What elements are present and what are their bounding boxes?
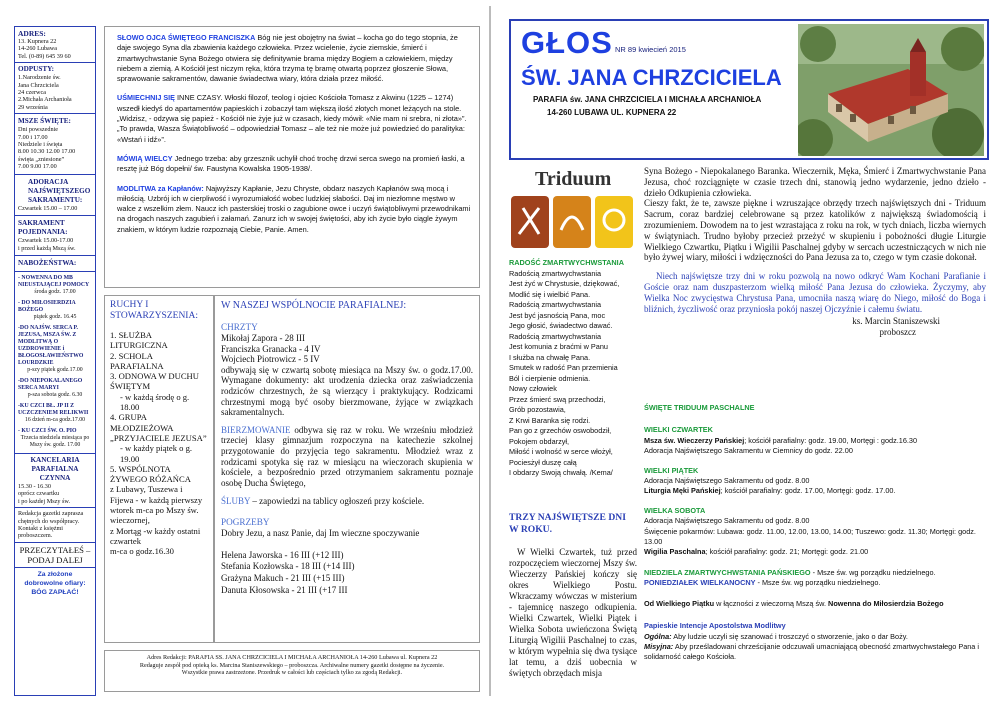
odpusty-line: 24 czerwca <box>18 89 46 97</box>
nabozenstwo-title: - DO MIŁOSIERDZIA BOŻEGO <box>18 299 76 313</box>
ruchy-item: 4. GRUPA MŁODZIEŻOWA „PRZYJACIELE JEZUSA” <box>110 412 207 443</box>
footer-line-2: Redaguje zespół pod opieką ks. Marcina Staniszewskiego – proboszcza. Archiwalne numery gazetki dostępne na życzenie. <box>139 661 445 669</box>
quote-title: MODLITWA za Kapłanów: <box>117 183 204 193</box>
triduum-day-line <box>644 486 990 496</box>
nowenna-title: Nowenna do Miłosierdzia Bożego <box>828 598 944 608</box>
nabozenstwo-time: p-szy piątek godz.17.00 <box>27 366 83 373</box>
poem <box>509 258 637 479</box>
kancelaria-lines <box>18 483 92 505</box>
quotes-box <box>104 26 480 288</box>
pogrzeby-text: Dobry Jezu, a nasz Panie, daj Im wieczne spoczywanie <box>221 527 420 538</box>
poem-line: Modlić się i wielbić Pana. <box>509 289 591 299</box>
nabozenstwo-title: - NOWENNA DO MB NIEUSTAJĄCEJ POMOCY <box>18 274 90 288</box>
fold-line <box>489 6 491 696</box>
poem-line: Nowy człowiek <box>509 384 557 393</box>
masthead-title-1: GŁOS <box>521 25 613 60</box>
sluby-title: ŚLUBY <box>221 496 251 507</box>
adres-line: 13. Kupnera 22 <box>18 38 57 45</box>
nowenna-pre: Od Wielkiego Piątku <box>644 598 715 608</box>
poem-line: Jest komunia z braćmi w Panu <box>509 342 608 351</box>
quote-title: UŚMIECHNIJ SIĘ <box>117 93 175 103</box>
poem-line: Jest żyć w Chrystusie, dziękować, <box>509 279 620 288</box>
nabozenstwo-title: - KU CZCI ŚW. O. PIO <box>18 427 77 434</box>
kancelaria-line: oprócz czwartku <box>18 490 60 498</box>
redakcja-note: Redakcja gazetki zaprasza chętnych do współpracy. Kontakt z księżmi proboszczem. <box>18 510 84 540</box>
quotes-list <box>117 33 471 235</box>
ruchy-box <box>104 295 214 643</box>
wspolnota-title: W NASZEJ WSPÓLNOCIE PARAFIALNEJ: <box>221 300 407 311</box>
kancelaria-line: 15.30 - 16.30 <box>18 482 51 490</box>
signature-1: ks. Marcin Staniszewski <box>852 316 940 327</box>
quote-paragraph <box>117 154 471 175</box>
masthead <box>509 19 989 160</box>
poem-line: Radością zmartwychwstania <box>509 268 602 278</box>
adres-line: 14-260 Lubawa <box>18 45 58 53</box>
nowenna-mid: w łączności z wieczorną Mszą św. <box>714 598 829 608</box>
nabozenstwo-title: -DO NAJŚW. SERCA P. JEZUSA, MSZA ŚW. Z MODLITWĄ O UZDROWIENIE i BŁOGOSŁAWIEŃSTWO LOURDZKIE <box>18 324 84 366</box>
church-photo <box>798 24 984 156</box>
chrzty-list <box>221 333 473 365</box>
ruchy-list <box>110 330 208 557</box>
misyjna-label: Misyjna: <box>644 641 674 651</box>
triduum-event: Liturgia Męki Pańskiej <box>644 486 721 496</box>
msze-lines <box>18 126 92 170</box>
pogrzeby-title: POGRZEBY <box>221 516 270 527</box>
ruchy-item: 2. SCHOLA PARAFIALNA <box>110 350 164 371</box>
chrzest-entry: Mikołaj Zapora - 28 III <box>221 333 305 343</box>
odpusty-line: 2.Michała Archanioła <box>18 96 72 104</box>
pogrzeby-list <box>221 550 473 597</box>
triduum-event-detail: Adoracja Najświętszego Sakramentu od godz. 8.00 <box>644 476 810 486</box>
msze-line: 8.00 10.30 12.00 17.00 <box>18 148 76 156</box>
ruchy-item: - w każdą środę o g. 18.00 <box>120 391 190 413</box>
triduum-event-detail: Adoracja Najświętszego Sakramentu w Ciemnicy do godz. 22.00 <box>644 446 853 456</box>
triduum-day-line <box>644 516 990 526</box>
wspolnota-box <box>214 295 480 643</box>
poem-line: Pokojem obdarzył, <box>509 436 570 446</box>
triduum-icons <box>509 194 637 252</box>
quote-title: MÓWIĄ WIELCY <box>117 153 173 163</box>
quote-paragraph <box>117 93 471 144</box>
footer-line-1: Adres Redakcji: PARAFIA SS. JANA CHRZCICIELA I MICHAŁA ARCHANIOŁA 14-260 Lubawa ul. Kupnera 22 <box>146 654 438 661</box>
ogolna-label: Ogólna: <box>644 631 672 641</box>
triduum-event: Wigilia Paschalna <box>644 547 706 557</box>
masthead-sub-1: PARAFIA św. JANA CHRZCICIELA I MICHAŁA ARCHANIOŁA <box>533 95 762 104</box>
nabozenstwo-item <box>18 325 92 374</box>
quote-paragraph <box>117 33 471 84</box>
nabozenstwo-title: -KU CZCI BŁ. JP II Z UCZCZENIEM RELIKWII <box>18 402 89 416</box>
nowenna <box>644 599 990 609</box>
days-list <box>644 425 990 557</box>
kancelaria-line: i po każdej Mszy św. <box>18 497 71 505</box>
nabozenstwa-title: NABOŻEŃSTWA: <box>18 258 77 267</box>
triduum-day-title: WIELKA SOBOTA <box>644 505 706 515</box>
poem-line: I służba na chwałę Pana. <box>509 352 591 362</box>
nabozenstwo-title: -DO NIEPOKALANEGO SERCA MARYI <box>18 377 83 391</box>
triduum-day-line <box>644 547 990 557</box>
sluby-text: – zapowiedzi na tablicy ogłoszeń przy kościele. <box>252 496 425 507</box>
nabozenstwo-item <box>18 275 92 296</box>
masthead-issue: NR 89 kwiecień 2015 <box>615 45 686 54</box>
nabozenstwo-time: Trzecia niedziela miesiąca po Mszy św. godz. 17.00 <box>20 434 90 448</box>
chrzest-entry: Wojciech Piotrowicz - 5 IV <box>221 354 320 365</box>
triduum-day-line <box>644 436 990 446</box>
ruchy-item: z Mortąg -w każdy ostatni czwartek <box>110 525 201 546</box>
ruchy-item: 1. SŁUŻBA LITURGICZNA <box>110 330 168 351</box>
trzy-dni-article <box>509 512 637 679</box>
poem-line: Smutek w radość Pan przemienia <box>509 363 618 372</box>
poniedzialek-text: - Msze św. wg porządku niedzielnego. <box>757 578 881 588</box>
triduum-event: Msza św. Wieczerzy Pańskiej <box>644 435 745 445</box>
nabozenstwa-list <box>18 275 92 449</box>
kancelaria-title: KANCELARIA PARAFIALNA CZYNNA <box>30 455 80 482</box>
triduum-day-line <box>644 446 990 456</box>
pogrzeb-entry: Danuta Kłosowska - 21 III (+17 III <box>221 584 348 595</box>
bierzmowanie-text: odbywa się raz w roku. We wrześniu młodzież trzeciej klasy gimnazjum rozpoczyna na katechezie szkolnej przygotowanie do przyjęcia tego sakramentu. Młodzież wraz z rodzicami spotyka się raz w miesiącu na wieczorach skupienia w kościele, a bezpośrednio przed otrzymaniem sakramentu poznaje osobę Ducha Świętego, <box>221 424 473 488</box>
triduum-day-title: WIELKI CZWARTEK <box>644 425 713 435</box>
triduum-event-detail: ; kościół parafialny: godz. 21; Mortęgi: godz. 21.00 <box>705 547 869 557</box>
trzy-dni-text: W Wielki Czwartek, tuż przed rozpoczęciem wieczornej Mszy św. Wieczerzy Pańskiej kończy się okres Wielkiego Postu. Wkraczamy wówczas w misterium - tajemnicę naszego odkupienia. Wielki Czwartek, Wielki Piątek i Wielka Sobota uwieńczona Świętą Liturgią Wigilii Paschalnej to czas, w którym wypełnia się dwa tysiące lat temu, a dziś uobecnia w świętych obrzędach misja <box>509 547 637 678</box>
msze-line: Dni powszednie <box>18 126 59 134</box>
intencje-title: Papieskie Intencje Apostolstwa Modlitwy <box>644 621 786 631</box>
poem-line: Miłość i wolność w serce włożył, <box>509 447 613 456</box>
triduum-day-line <box>644 527 990 548</box>
chrzty-title: CHRZTY <box>221 322 258 332</box>
sakrament-line: Czwartek 15.00-17.00 <box>18 237 74 245</box>
nabozenstwo-time: p-sza sobota godz. 6.30 <box>27 391 83 398</box>
niedziela <box>644 568 990 578</box>
nabozenstwo-item <box>18 378 92 399</box>
poem-line: Pan go z grzechów oswobodził, <box>509 426 612 435</box>
poem-line: Radością zmartwychwstania <box>509 300 602 309</box>
chrzest-entry: Franciszka Granacka - 4 IV <box>221 343 321 354</box>
poem-line: Ból i cierpienie odmienia. <box>509 373 591 383</box>
ruchy-item: 3. ODNOWA W DUCHU ŚWIĘTYM <box>110 371 199 392</box>
msze-line: święta „zniesione” <box>18 155 65 163</box>
sidebar <box>14 26 96 696</box>
nabozenstwo-item <box>18 300 92 321</box>
adoracja-title: ADORACJA NAJŚWIĘTSZEGO SAKRAMENTU: <box>28 177 91 204</box>
swiete-triduum <box>644 403 990 663</box>
poem-line: Jest być jasnością Pana, moc <box>509 310 606 320</box>
quote-text: INNE CZASY. Włoski filozof, teolog i ojciec Kościoła Tomasz z Akwinu (1225 – 1274) wszedł kiedyś do apartamentów papieskich i zobaczył tam większą ilość złotych monet leżących na stole. „Widzisz, - odzywa się papież - Kościół nie żyje już w czasach, kiedy mówił: «Nie mam ni srebra, ni złota»”. „To prawda, Wasza Świątobliwość – odpowiedział Tomasz – ale też nie może już powiedzieć do paralityka: «Wstań i idź»”. <box>117 93 467 144</box>
adoracja-text: Czwartek 15.00 – 17.00 <box>18 204 78 212</box>
adres-title: ADRES: <box>18 29 46 38</box>
sakrament-lines <box>18 237 92 252</box>
sluby <box>221 496 473 507</box>
ruchy-item: m-ca o godz.16.30 <box>110 546 174 557</box>
masthead-sub-2: 14-260 LUBAWA UL. KUPNERA 22 <box>547 108 677 117</box>
quote-text: Jednego trzeba: aby grzesznik uchylił choć trochę drzwi serca swego na promień łaski, a resztę już Bóg dopełni/ św. Faustyna Kowalska 1905-1938/. <box>117 153 465 174</box>
footer-box <box>104 650 480 692</box>
quote-text: Bóg nie jest obojętny na świat – kocha go do tego stopnia, że daje swojego Syna dla zbawienia każdego człowieka. Przez wcielenie, życie ziemskie, śmierć i zmartwychwstanie Syna Bożego otwiera się definitywnie brama między Bogiem a człowiekiem, między niebem a ziemią. A Kościół jest niczym ręka, która trzyma tę bramę otwartą poprzez głoszenie Słowa, sprawowanie sakramentów, dawanie świadectwa wiary, która działa przez miłość. <box>117 33 458 84</box>
para-1: Syna Bożego - Niepokalanego Baranka. Wieczernik, Męka, Śmierć i Zmartwychwstanie Pana Jezusa, choć rozciągnięte w czasie trzech dni, stanowią jedno wydarzenie, jedno dzieło - dzieło Odkupienia człowieka. <box>644 166 986 198</box>
odpusty-title: ODPUSTY: <box>18 65 55 74</box>
triduum-day <box>644 506 990 558</box>
poem-title: RADOŚĆ ZMARTWYCHWSTANIA <box>509 258 624 267</box>
poem-lines <box>509 269 637 479</box>
quote-title: SŁOWO OJCA ŚWIĘTEGO FRANCISZKA <box>117 33 256 42</box>
przeczytales: PRZECZYTAŁEŚ – PODAJ DALEJ <box>19 544 91 565</box>
odpusty-lines <box>18 74 92 111</box>
msze-line: Niedziele i święta <box>18 141 63 149</box>
poem-line: I obdarzy Swoją chwałą. /Kema/ <box>509 468 613 477</box>
msze-line: 7.00 i 17.00 <box>18 133 48 141</box>
poniedzialek-title: PONIEDZIAŁEK WIELKANOCNY <box>644 578 756 588</box>
triduum-day <box>644 466 990 497</box>
bierzmowanie <box>221 425 473 489</box>
masthead-title-2: ŚW. JANA CHRZCICIELA <box>521 65 782 90</box>
poniedzialek <box>644 578 990 588</box>
pogrzeb-entry: Stefania Kozłowska - 18 III (+14 III) <box>221 561 355 572</box>
triduum-day-title: WIELKI PIĄTEK <box>644 465 699 475</box>
adres-lines <box>18 38 92 60</box>
adres-line: Tel. (0-89) 645 39 60 <box>18 52 71 60</box>
odpusty-line: 29 września <box>18 103 48 111</box>
triduum-day-line <box>644 476 990 486</box>
nabozenstwo-item <box>18 403 92 424</box>
para-2: Cieszy fakt, że te, zawsze piękne i wzruszające obrzędy trzech najświętszych dni - Triduum Sacrum, coraz bardziej celebrowane są przez katolików z największą świadomością i zrozumieniem. Dowodem na to jest wzrastająca z roku na rok, w tych dniach, liczba wiernych w świątyniach. Trudno byłoby przecież przeżyć w skupieniu i pobożności długie Liturgie Wielkiego Czwartku, Piątku i Wigilii Paschalnej gdyby w sercach uczestniczących w nich nie było żywej wiary, miłości i wdzięczności do Pana Jezusa za to, czego w tym czasie dokonał. <box>644 198 986 263</box>
misyjna-text: Aby prześladowani chrześcijanie odczuwali umacniającą obecność zmartwychwstałego Pana i solidarność całego Kościoła. <box>644 641 980 662</box>
triduum-event-detail: Adoracja Najświętszego Sakramentu od godz. 8.00 <box>644 516 810 526</box>
triduum-day <box>644 425 990 456</box>
poem-line: Grób pozostawia, <box>509 405 566 414</box>
wish: Niech najświętsze trzy dni w roku pozwolą na nowo odkryć Wam Kochani Parafianie i Goście oraz nam duszpasterzom wielką miłość Pana Jezusa do człowieka. Życzymy, aby Wielka Noc zwycięstwa Chrystusa Pana, umocniła naszą wiarę do Niego, miłość do Boga i bliźnich, życzliwość oraz przyniosła pokój naszej Ojczyźnie i całemu światu. <box>644 271 986 314</box>
ofiary-note: Za złożone dobrowolne ofiary: BÓG ZAPŁAĆ! <box>24 570 86 596</box>
swiete-title: ŚWIĘTE TRIDUUM PASCHALNE <box>644 403 755 412</box>
nabozenstwo-time: 16 dzień m-ca godz.17.00 <box>24 416 86 423</box>
msze-line: 7.00 9.00 17.00 <box>18 163 57 171</box>
triduum-logo <box>509 168 637 252</box>
nabozenstwo-time: piątek godz. 16.45 <box>33 313 77 320</box>
right-column <box>644 166 986 338</box>
sakrament-line: i przed każdą Mszą św. <box>18 244 76 252</box>
misyjna <box>644 642 990 663</box>
triduum-label: Triduum <box>535 168 612 190</box>
bierzmowanie-title: BIERZMOWANIE <box>221 424 291 435</box>
poem-line: Pociesżył duszę całą <box>509 457 577 467</box>
msze-title: MSZE ŚWIĘTE: <box>18 117 71 126</box>
poem-line: Z Krwi Baranka się rodzi. <box>509 415 591 425</box>
pogrzeb-entry: Grażyna Makuch - 21 III (+15 III) <box>221 573 345 584</box>
ruchy-item: - w każdy piątek o g. 19.00 <box>120 443 193 464</box>
ruchy-item: 5. WSPÓLNOTA ŻYWEGO RÓŻAŃCA <box>110 463 191 485</box>
chrzty-text: odbywają się w czwartą sobotę miesiąca na Mszy św. o godz.17.00. Wymagane dokumenty: akt urodzenia dziecka oraz zaświadczenia rodziców chrzestnych, że są wierzący i praktykujący. Rodzicami chrzestnymi mogą być osoby bierzmowane, żyjące w związkach sakramentalnych. <box>221 364 473 418</box>
poem-line: Radością zmartwychwstania <box>509 331 602 341</box>
footer-line-3: Wszystkie prawa zastrzeżone. Przedruk w całości lub częściach tylko za zgodą Redakcji. <box>181 669 403 677</box>
ogolna <box>644 632 990 642</box>
niedziela-title: NIEDZIELA ZMARTWYCHWSTANIA PAŃSKIEGO <box>644 567 811 577</box>
quote-text: Najwyższy Kapłanie, Jezu Chryste, obdarz naszych Kapłanów swą mocą i miłością. Uzbrój ich w cierpliwość i wyrozumiałość wobec ludzkiej słabości. Daj im niezłomne męstwo w walce z wszelkim złem. Naucz ich pasterskiej troski o zagubione owce i uczyń świątobliwymi przewodnikami na drogach naszych zagubień i załamań. Zanurz ich w swojej świętości, aby ich życie było ciągle żywym znakiem, w którym ludzie rozpoznają Ciebie, Panie. Amen. <box>117 183 471 234</box>
poem-line: Jego głosić, świadectwo dawać. <box>509 321 613 330</box>
niedziela-text: - Msze św. wg porządku niedzielnego. <box>812 567 936 577</box>
pogrzeb-entry: Helena Jaworska - 16 III (+12 III) <box>221 549 344 560</box>
ruchy-item: z Lubawy, Tuszewa i Fijewa - w każdą pierwszy wtorek m-ca po Mszy św. wieczornej, <box>110 484 203 526</box>
odpusty-line: 1.Narodzenie św. <box>18 74 61 82</box>
signature-2: proboszcz <box>879 327 916 338</box>
nabozenstwo-time: środa godz. 17.00 <box>34 288 76 295</box>
sakrament-title: SAKRAMENT POJEDNANIA: <box>18 219 68 237</box>
ruchy-title: RUCHY I STOWARZYSZENIA: <box>110 300 198 321</box>
triduum-event-detail: Święcenie pokarmów: Lubawa: godz. 11.00, 12.00, 13.00, 14.00; Tuszewo: godz. 11.30; Mortęgi: godz. 13.00 <box>644 526 976 547</box>
ogolna-text: Aby ludzie uczyli się szanować i troszczyć o stworzenie, jako o dar Boży. <box>673 631 908 641</box>
quote-paragraph <box>117 184 471 235</box>
trzy-dni-title: TRZY NAJŚWIĘTSZE DNI W ROKU. <box>509 512 626 535</box>
nabozenstwo-item <box>18 428 92 449</box>
triduum-event-detail: ; kościół parafialny: godz. 19.00, Mortęgi : godz.16.30 <box>744 435 918 445</box>
odpusty-line: Jana Chrzciciela <box>18 81 59 89</box>
poem-line: Przez śmierć swą przechodzi, <box>509 394 606 404</box>
triduum-event-detail: ; kościół parafialny: godz. 17.00, Mortęgi: godz. 17.00. <box>720 486 896 496</box>
